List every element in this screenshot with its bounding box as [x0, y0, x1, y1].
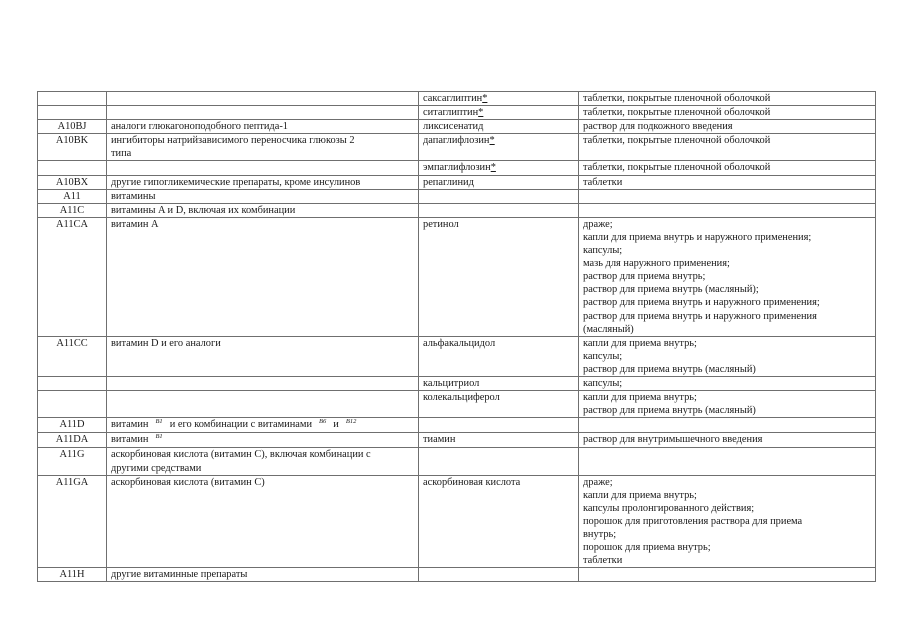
dosage-form-line: раствор для приема внутрь;: [583, 271, 706, 283]
table-row: [38, 161, 876, 175]
dosage-form-line: капли для приема внутрь;: [583, 337, 697, 349]
dosage-form-line: мазь для наружного применения;: [583, 258, 730, 270]
dosage-forms-cell: [579, 376, 876, 390]
table-row: [38, 92, 876, 106]
dosage-form-line: раствор для приема внутрь и наружного применения;: [583, 297, 820, 309]
anatomical-group-cell: [107, 475, 419, 568]
footnote-asterisk: *: [478, 107, 484, 119]
inn-cell: [419, 336, 579, 376]
table-row: [38, 106, 876, 120]
inn-cell: [419, 475, 579, 568]
dosage-form-line: таблетки, покрытые пленочной оболочкой: [583, 162, 771, 174]
drug-name: ликсисенатид: [423, 121, 484, 133]
table-row: [38, 189, 876, 203]
drug-name: кальцитриол: [423, 377, 480, 389]
inn-cell: [419, 92, 579, 106]
atc-code-cell: A10BJ: [38, 120, 107, 134]
dosage-form-line: раствор для приема внутрь (масляный);: [583, 284, 759, 296]
group-text-line: типа: [111, 148, 132, 160]
dosage-form-line: раствор для приема внутрь (масляный): [583, 405, 756, 417]
inn-cell: [419, 448, 579, 475]
table-row: [38, 120, 876, 134]
inn-cell: [419, 203, 579, 217]
dosage-forms-cell: [579, 161, 876, 175]
dosage-forms-cell: [579, 134, 876, 161]
dosage-form-line: таблетки, покрытые пленочной оболочкой: [583, 107, 771, 119]
dosage-form-line: капсулы;: [583, 245, 623, 257]
group-text-line: другие витаминные препараты: [111, 569, 248, 581]
atc-code-cell: [38, 376, 107, 390]
inn-cell: [419, 120, 579, 134]
table-row: [38, 134, 876, 161]
inn-cell: [419, 376, 579, 390]
dosage-form-line: раствор для приема внутрь (масляный): [583, 363, 756, 375]
dosage-form-line: капли для приема внутрь;: [583, 489, 697, 501]
anatomical-group-cell: [107, 175, 419, 189]
atc-code-cell: A10BK: [38, 134, 107, 161]
atc-code-cell: [38, 161, 107, 175]
dosage-form-line: раствор для внутримышечного введения: [583, 434, 763, 446]
dosage-form-line: раствор для приема внутрь и наружного применения: [583, 310, 817, 322]
anatomical-group-cell: [107, 203, 419, 217]
dosage-form-line: порошок для приема внутрь;: [583, 542, 711, 554]
dosage-forms-cell: [579, 120, 876, 134]
atc-code-cell: A11C: [38, 203, 107, 217]
inn-cell: [419, 175, 579, 189]
anatomical-group-cell: [107, 391, 419, 418]
drug-name: аскорбиновая кислота: [423, 476, 521, 488]
atc-code-cell: [38, 92, 107, 106]
drug-name: альфакальцидол: [423, 337, 496, 349]
anatomical-group-cell: [107, 161, 419, 175]
dosage-form-line: капсулы;: [583, 350, 623, 362]
inn-cell: [419, 433, 579, 448]
dosage-forms-cell: [579, 336, 876, 376]
group-text-line: витамин D и его аналоги: [111, 337, 221, 349]
group-text-line: витамин A: [111, 218, 159, 230]
table-row: [38, 568, 876, 582]
atc-code-cell: A11: [38, 189, 107, 203]
dosage-form-line: раствор для подкожного введения: [583, 121, 733, 133]
table-row: [38, 376, 876, 390]
dosage-forms-cell: [579, 433, 876, 448]
dosage-form-line: внутрь;: [583, 529, 617, 540]
dosage-form-line: порошок для приготовления раствора для приема: [583, 515, 803, 527]
footnote-asterisk: *: [490, 162, 496, 174]
anatomical-group-cell: [107, 448, 419, 475]
drug-name: ситаглиптин: [423, 107, 479, 119]
table-row: [38, 391, 876, 418]
group-text-line: [111, 433, 414, 447]
anatomical-group-cell: [107, 336, 419, 376]
dosage-form-line: драже;: [583, 218, 613, 230]
atc-code-cell: A11H: [38, 568, 107, 582]
atc-code-cell: A11G: [38, 448, 107, 475]
table-row: [38, 203, 876, 217]
dosage-forms-cell: [579, 475, 876, 568]
inn-cell: [419, 418, 579, 433]
atc-code-cell: A10BX: [38, 175, 107, 189]
dosage-form-line: таблетки, покрытые пленочной оболочкой: [583, 135, 771, 147]
atc-code-cell: A11D: [38, 418, 107, 433]
drug-list-table: [37, 91, 876, 582]
footnote-asterisk: *: [489, 135, 495, 147]
atc-code-cell: A11GA: [38, 475, 107, 568]
anatomical-group-cell: [107, 92, 419, 106]
dosage-forms-cell: [579, 106, 876, 120]
group-text-line: витамины: [111, 190, 156, 202]
vitamin-b-subscript: B1: [155, 433, 163, 441]
atc-code-cell: A11CA: [38, 217, 107, 336]
dosage-form-line: таблетки, покрытые пленочной оболочкой: [583, 93, 771, 104]
vitamin-b-subscript: B1: [155, 418, 163, 426]
group-text-fragment: витамин: [111, 434, 149, 446]
inn-cell: [419, 106, 579, 120]
dosage-forms-cell: [579, 418, 876, 433]
dosage-forms-cell: [579, 92, 876, 106]
inn-cell: [419, 568, 579, 582]
table-row: [38, 217, 876, 336]
table-row: [38, 433, 876, 448]
group-text-line: аскорбиновая кислота (витамин C), включая комбинации с: [111, 449, 371, 461]
drug-name: саксаглиптин: [423, 93, 483, 104]
dosage-form-line: драже;: [583, 476, 613, 488]
drug-name: колекальциферол: [423, 392, 500, 404]
table-row: [38, 475, 876, 568]
dosage-form-line: капли для приема внутрь;: [583, 392, 697, 404]
atc-code-cell: A11CC: [38, 336, 107, 376]
inn-cell: [419, 217, 579, 336]
dosage-forms-cell: [579, 175, 876, 189]
footnote-asterisk: *: [482, 93, 488, 104]
dosage-forms-cell: [579, 189, 876, 203]
inn-cell: [419, 161, 579, 175]
table-body: [38, 92, 876, 582]
group-text-line: витамины A и D, включая их комбинации: [111, 204, 296, 216]
anatomical-group-cell: [107, 189, 419, 203]
group-text-line: [111, 418, 414, 432]
drug-name: тиамин: [423, 434, 456, 446]
anatomical-group-cell: [107, 106, 419, 120]
dosage-form-line: таблетки: [583, 555, 623, 567]
dosage-forms-cell: [579, 203, 876, 217]
anatomical-group-cell: [107, 217, 419, 336]
drug-name: эмпаглифлозин: [423, 162, 491, 174]
inn-cell: [419, 189, 579, 203]
drug-name: ретинол: [423, 218, 459, 230]
group-text-line: ингибиторы натрийзависимого переносчика глюкозы 2: [111, 135, 355, 147]
table-row: [38, 418, 876, 433]
dosage-forms-cell: [579, 568, 876, 582]
dosage-forms-cell: [579, 448, 876, 475]
vitamin-b-subscript: B6: [319, 418, 327, 426]
anatomical-group-cell: [107, 376, 419, 390]
atc-code-cell: [38, 391, 107, 418]
dosage-form-line: (масляный): [583, 323, 634, 335]
drug-name: репаглинид: [423, 176, 474, 188]
drug-name: дапаглифлозин: [423, 135, 490, 147]
dosage-form-line: капли для приема внутрь и наружного применения;: [583, 231, 812, 243]
group-text-fragment: витамин: [111, 419, 149, 431]
anatomical-group-cell: [107, 568, 419, 582]
anatomical-group-cell: [107, 120, 419, 134]
anatomical-group-cell: [107, 134, 419, 161]
inn-cell: [419, 391, 579, 418]
dosage-form-line: капсулы;: [583, 377, 623, 389]
dosage-form-line: капсулы пролонгированного действия;: [583, 502, 755, 514]
group-text-line: другие гипогликемические препараты, кроме инсулинов: [111, 176, 361, 188]
table-row: [38, 175, 876, 189]
group-text-line: другими средствами: [111, 462, 202, 474]
group-text-fragment: и его комбинации с витаминами: [169, 419, 313, 431]
group-text-fragment: и: [333, 419, 339, 431]
dosage-form-line: таблетки: [583, 176, 623, 188]
anatomical-group-cell: [107, 418, 419, 433]
table-row: [38, 336, 876, 376]
vitamin-b-subscript: B12: [345, 418, 357, 426]
dosage-forms-cell: [579, 391, 876, 418]
atc-code-cell: A11DA: [38, 433, 107, 448]
group-text-line: аналоги глюкагоноподобного пептида-1: [111, 121, 288, 133]
anatomical-group-cell: [107, 433, 419, 448]
dosage-forms-cell: [579, 217, 876, 336]
table-row: [38, 448, 876, 475]
group-text-line: аскорбиновая кислота (витамин C): [111, 476, 265, 488]
inn-cell: [419, 134, 579, 161]
atc-code-cell: [38, 106, 107, 120]
